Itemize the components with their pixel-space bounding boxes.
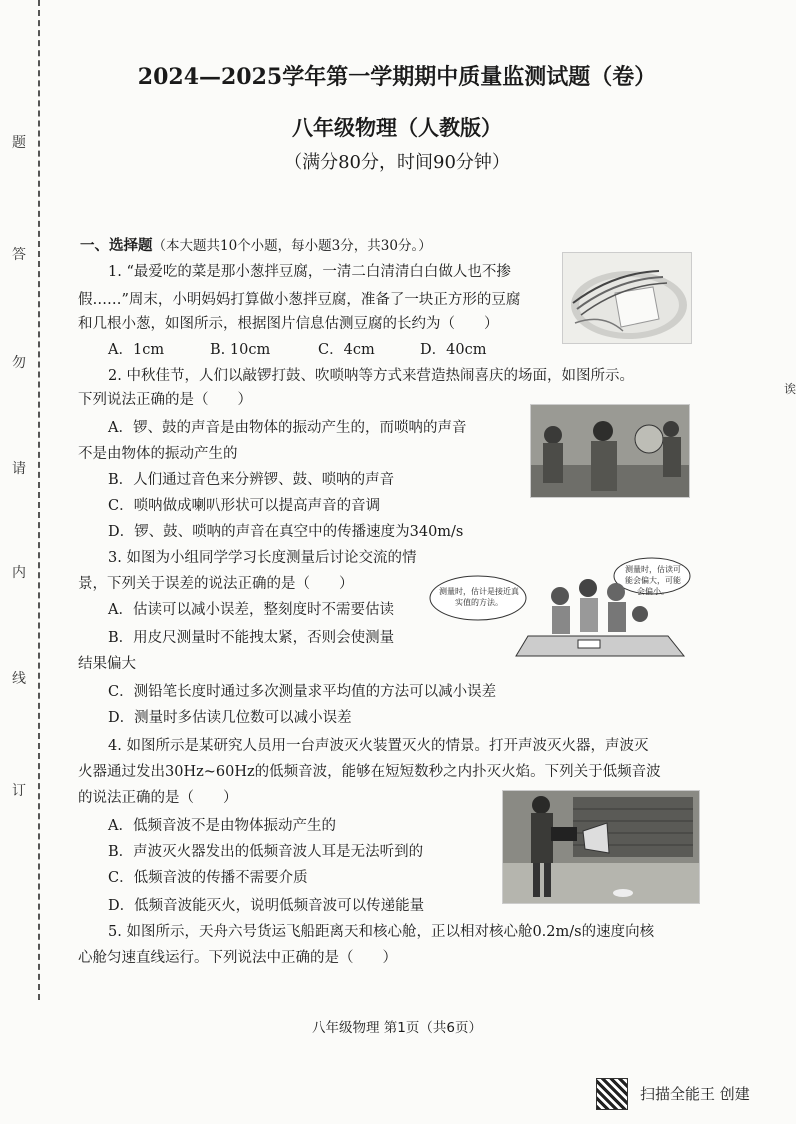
q4-option-a: A．低频音波不是由物体振动产生的 xyxy=(108,818,336,834)
q4-option-c: C．低频音波的传播不需要介质 xyxy=(108,870,308,886)
q4-line-2: 火器通过发出30Hz~60Hz的低频音波，能够在短短数秒之内扑灭火焰。下列关于低频音波 xyxy=(78,764,661,780)
margin-char: 请 xyxy=(12,461,26,477)
margin-char: 内 xyxy=(12,565,26,581)
q3-line-1: 3. 如图为小组同学学习长度测量后讨论交流的情 xyxy=(108,550,417,566)
exam-subject: 八年级物理（人教版） xyxy=(292,116,502,140)
scanner-watermark: 扫描全能王 创建 xyxy=(640,1085,750,1103)
tofu-figure xyxy=(562,252,692,344)
q2-option-d: D．锣、鼓、唢呐的声音在真空中的传播速度为340m/s xyxy=(108,524,464,540)
q1-option-b: B. 10cm xyxy=(210,342,271,358)
page-footer: 八年级物理 第1页（共6页） xyxy=(312,1020,482,1036)
q3-option-a: A．估读可以减小误差，整刻度时不需要估读 xyxy=(108,602,394,618)
section-title: 一、选择题 xyxy=(80,238,153,254)
discussion-figure xyxy=(428,556,690,660)
margin-char: 题 xyxy=(12,135,26,151)
sound-extinguisher-figure xyxy=(502,790,700,904)
scanner-logo-icon xyxy=(596,1078,628,1110)
q1-line-3: 和几根小葱，如图所示，根据图片信息估测豆腐的长约为（ ） xyxy=(78,316,499,332)
q4-line-3: 的说法正确的是（ ） xyxy=(78,790,238,806)
q3-option-d: D．测量时多估读几位数可以减小误差 xyxy=(108,710,352,726)
q2-option-a-cont: 不是由物体的振动产生的 xyxy=(78,446,238,462)
q3-option-b: B．用皮尺测量时不能拽太紧，否则会使测量 xyxy=(108,630,395,646)
section-note: （本大题共10个小题，每小题3分，共30分。） xyxy=(152,238,432,254)
q3-option-b-cont: 结果偏大 xyxy=(78,656,136,672)
q1-option-a: A．1cm xyxy=(108,342,165,358)
q1-line-2: 假……”周末，小明妈妈打算做小葱拌豆腐，准备了一块正方形的豆腐 xyxy=(78,292,521,308)
q1-options xyxy=(108,340,486,360)
q3-option-c: C．测铅笔长度时通过多次测量求平均值的方法可以减小误差 xyxy=(108,684,497,700)
festival-figure xyxy=(530,404,690,498)
q1-option-c: C．4cm xyxy=(318,342,375,358)
q2-line-1: 2. 中秋佳节，人们以敲锣打鼓、吹唢呐等方式来营造热闹喜庆的场面，如图所示。 xyxy=(108,368,634,384)
q1-line-1: 1. “最爱吃的菜是那小葱拌豆腐，一清二白清清白白做人也不掺 xyxy=(108,264,511,280)
q5-line-1: 5. 如图所示，天舟六号货运飞船距离天和核心舱，正以相对核心舱0.2m/s的速度向核 xyxy=(108,924,655,940)
margin-char: 勿 xyxy=(12,355,26,371)
q2-line-2: 下列说法正确的是（ ） xyxy=(78,392,252,408)
q3-line-2: 景，下列关于误差的说法正确的是（ ） xyxy=(78,576,354,592)
edge-fragment: 诶 xyxy=(784,382,796,396)
margin-char: 线 xyxy=(12,671,26,687)
sound-extinguisher-illustration xyxy=(503,791,699,903)
section-heading xyxy=(80,236,432,256)
margin-char: 订 xyxy=(12,783,26,799)
q4-line-1: 4. 如图所示是某研究人员用一台声波灭火装置灭火的情景。打开声波灭火器，声波灭 xyxy=(108,738,649,754)
q2-option-c: C．唢呐做成喇叭形状可以提高声音的音调 xyxy=(108,498,381,514)
bubble-left-text: 测量时，估计是接近真实值的方法。 xyxy=(439,587,519,607)
q2-option-b: B．人们通过音色来分辨锣、鼓、唢呐的声音 xyxy=(108,472,395,488)
q4-option-b: B．声波灭火器发出的低频音波人耳是无法听到的 xyxy=(108,844,424,860)
q1-option-d: D．40cm xyxy=(420,342,487,358)
festival-illustration xyxy=(531,405,689,497)
exam-title: 2024—2025学年第一学期期中质量监测试题（卷） xyxy=(137,64,657,90)
exam-info: （满分80分，时间90分钟） xyxy=(284,152,510,173)
bubble-right-text: 测量时，估读可能会偏大，可能会偏小。 xyxy=(625,565,681,596)
q5-line-2: 心舱匀速直线运行。下列说法中正确的是（ ） xyxy=(78,950,397,966)
tofu-illustration xyxy=(563,253,691,343)
q2-option-a: A．锣、鼓的声音是由物体的振动产生的，而唢呐的声音 xyxy=(108,420,467,436)
margin-char: 答 xyxy=(12,247,26,263)
q4-option-d: D．低频音波能灭火，说明低频音波可以传递能量 xyxy=(108,898,425,914)
